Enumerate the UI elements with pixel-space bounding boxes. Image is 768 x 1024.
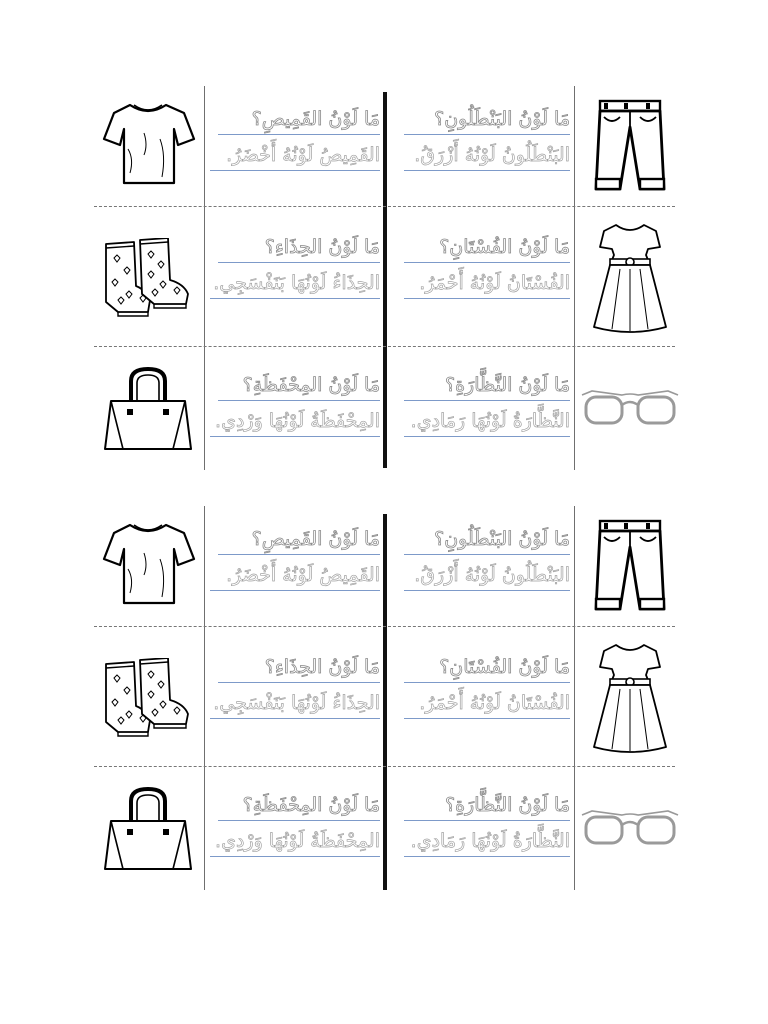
- guide-baseline: [404, 856, 570, 857]
- guide-baseline: [210, 718, 380, 719]
- worksheet-row: [0, 206, 768, 346]
- guide-baseline: [404, 436, 570, 437]
- guide-baseline: [404, 400, 570, 401]
- right-question-text: مَا لَوْنُ البَنْطَلُونِ؟: [434, 528, 570, 550]
- guide-baseline: [404, 718, 570, 719]
- worksheet-row: [0, 626, 768, 766]
- dress-icon: [590, 219, 670, 337]
- guide-baseline: [218, 682, 380, 683]
- pants-icon: [590, 97, 670, 195]
- boots-icon: [100, 658, 196, 738]
- right-question-text: مَا لَوْنُ البَنْطَلُونِ؟: [434, 108, 570, 130]
- guide-baseline: [404, 554, 570, 555]
- right-answer-text: النَّظَّارَةُ لَوْنُهَا رَمَادِي.: [410, 410, 570, 432]
- left-answer-text: القَمِيصُ لَوْنُهُ أَخْضَرُ.: [226, 564, 380, 586]
- guide-baseline: [218, 820, 380, 821]
- guide-baseline: [210, 436, 380, 437]
- guide-baseline: [404, 820, 570, 821]
- glasses-icon: [578, 807, 682, 853]
- guide-baseline: [218, 400, 380, 401]
- right-answer-text: البَنْطَلُونُ لَوْنُهُ أَزْرَقُ.: [414, 144, 570, 166]
- glasses-icon: [578, 387, 682, 433]
- guide-baseline: [218, 134, 380, 135]
- worksheet-row: [0, 86, 768, 206]
- left-answer-text: القَمِيصُ لَوْنُهُ أَخْضَرُ.: [226, 144, 380, 166]
- left-question-text: مَا لَوْنُ القَمِيصِ؟: [251, 108, 380, 130]
- left-answer-text: المِحْفَظَةُ لَوْنُهَا وَرْدِي.: [215, 830, 380, 852]
- guide-baseline: [210, 856, 380, 857]
- guide-baseline: [404, 682, 570, 683]
- left-question-text: مَا لَوْنُ الحِذَاءِ؟: [264, 236, 380, 258]
- handbag-icon: [103, 785, 193, 875]
- guide-baseline: [404, 170, 570, 171]
- guide-baseline: [210, 298, 380, 299]
- guide-baseline: [404, 298, 570, 299]
- worksheet-row: [0, 346, 768, 470]
- right-answer-text: الفُسْتَانُ لَوْنُهُ أَحْمَرُ.: [419, 272, 570, 294]
- right-answer-text: النَّظَّارَةُ لَوْنُهَا رَمَادِي.: [410, 830, 570, 852]
- boots-icon: [100, 238, 196, 318]
- pants-icon: [590, 517, 670, 615]
- dress-icon: [590, 639, 670, 757]
- right-answer-text: الفُسْتَانُ لَوْنُهُ أَحْمَرُ.: [419, 692, 570, 714]
- worksheet-row: [0, 506, 768, 626]
- guide-baseline: [218, 554, 380, 555]
- left-question-text: مَا لَوْنُ المِحْفَظَةِ؟: [242, 374, 380, 396]
- left-question-text: مَا لَوْنُ القَمِيصِ؟: [251, 528, 380, 550]
- worksheet-row: [0, 766, 768, 890]
- tshirt-icon: [100, 519, 196, 609]
- guide-baseline: [210, 590, 380, 591]
- guide-baseline: [404, 590, 570, 591]
- right-question-text: مَا لَوْنُ الفُسْتَانِ؟: [439, 656, 570, 678]
- left-answer-text: الحِذَاءُ لَوْنُهَا بَنَفْسَجِي.: [213, 692, 380, 714]
- left-question-text: مَا لَوْنُ المِحْفَظَةِ؟: [242, 794, 380, 816]
- right-question-text: مَا لَوْنُ الفُسْتَانِ؟: [439, 236, 570, 258]
- left-answer-text: المِحْفَظَةُ لَوْنُهَا وَرْدِي.: [215, 410, 380, 432]
- left-question-text: مَا لَوْنُ الحِذَاءِ؟: [264, 656, 380, 678]
- guide-baseline: [404, 262, 570, 263]
- guide-baseline: [210, 170, 380, 171]
- right-question-text: مَا لَوْنُ النَّظَّارَةِ؟: [445, 374, 570, 396]
- tshirt-icon: [100, 99, 196, 189]
- left-answer-text: الحِذَاءُ لَوْنُهَا بَنَفْسَجِي.: [213, 272, 380, 294]
- right-question-text: مَا لَوْنُ النَّظَّارَةِ؟: [445, 794, 570, 816]
- worksheet-copy-2: [0, 506, 768, 890]
- guide-baseline: [218, 262, 380, 263]
- handbag-icon: [103, 365, 193, 455]
- worksheet-copy-1: [0, 86, 768, 470]
- right-answer-text: البَنْطَلُونُ لَوْنُهُ أَزْرَقُ.: [414, 564, 570, 586]
- guide-baseline: [404, 134, 570, 135]
